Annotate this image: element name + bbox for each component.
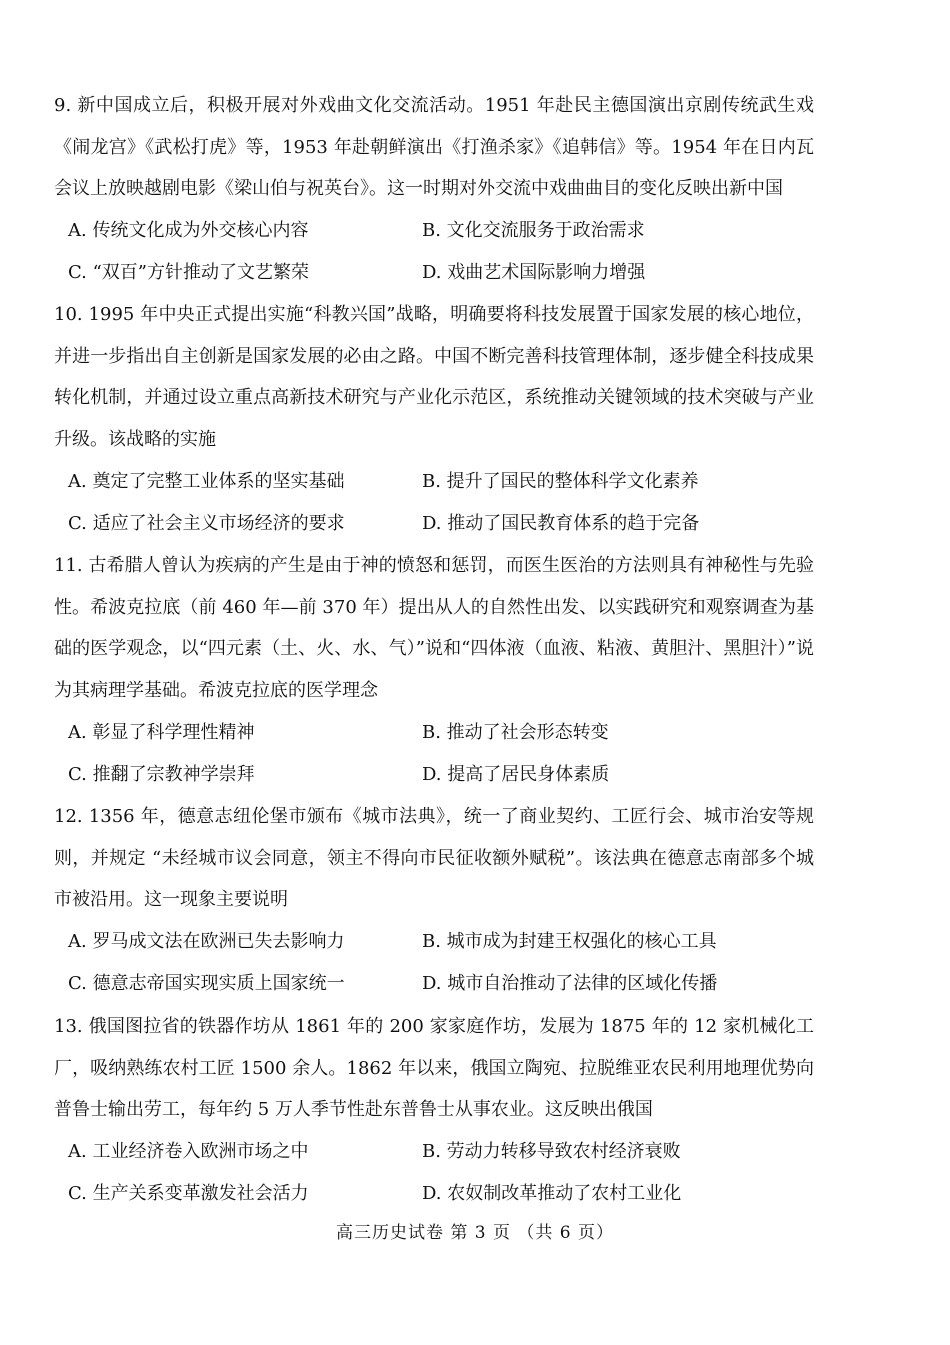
- option-a[interactable]: A. 彰显了科学理性精神: [68, 721, 255, 743]
- option-b[interactable]: B. 城市成为封建王权强化的核心工具: [422, 931, 717, 953]
- option-b[interactable]: B. 文化交流服务于政治需求: [422, 220, 645, 242]
- question-11: [54, 545, 814, 795]
- question-stem: 9. 新中国成立后，积极开展对外戏曲文化交流活动。1951 年赴民主德国演出京剧传统武生戏《闹龙宫》《武松打虎》等，1953 年赴朝鲜演出《打渔杀家》《追韩信》等。1954 年在日内瓦会议上放映越剧电影《梁山伯与祝英台》。这一时期对外交流中戏曲曲目的变化反映出新中国: [54, 95, 814, 200]
- option-d[interactable]: D. 农奴制改革推动了农村工业化: [422, 1182, 682, 1204]
- option-d[interactable]: D. 推动了国民教育体系的趋于完备: [422, 512, 700, 534]
- option-a[interactable]: A. 罗马成文法在欧洲已失去影响力: [68, 931, 345, 953]
- page-footer: 高三历史试卷 第 3 页 （共 6 页）: [335, 1223, 615, 1243]
- question-stem: 11. 古希腊人曾认为疾病的产生是由于神的愤怒和惩罚，而医生医治的方法则具有神秘性与先验性。希波克拉底（前 460 年—前 370 年）提出从人的自然性出发、以实践研究和观察调查为基础的医学观念，以“四元素（土、火、水、气）”说和“四体液（血液、粘液、黄胆汁、黑胆汁）”说为其病理学基础。希波克拉底的医学理念: [54, 555, 814, 702]
- question-12: [54, 796, 814, 1004]
- question-13: [54, 1006, 814, 1214]
- question-stem: 12. 1356 年，德意志纽伦堡市颁布《城市法典》，统一了商业契约、工匠行会、城市治安等规则，并规定 “未经城市议会同意，领主不得向市民征收额外赋税”。该法典在德意志南部多个城市被沿用。这一现象主要说明: [54, 806, 814, 911]
- option-c[interactable]: C. “双百”方针推动了文艺繁荣: [68, 261, 309, 283]
- option-b[interactable]: B. 推动了社会形态转变: [422, 721, 609, 743]
- option-c[interactable]: C. 德意志帝国实现实质上国家统一: [68, 972, 345, 994]
- option-c[interactable]: C. 推翻了宗教神学崇拜: [68, 763, 255, 785]
- question-stem: 13. 俄国图拉省的铁器作坊从 1861 年的 200 家家庭作坊，发展为 1875 年的 12 家机械化工厂，吸纳熟练农村工匠 1500 余人。1862 年以来，俄国立陶宛、拉脱维亚农民利用地理优势向普鲁士输出劳工，每年约 5 万人季节性赴东普鲁士从事农业。这反映出俄国: [54, 1016, 814, 1121]
- option-b[interactable]: B. 提升了国民的整体科学文化素养: [422, 470, 699, 492]
- option-d[interactable]: D. 戏曲艺术国际影响力增强: [422, 261, 646, 283]
- option-c[interactable]: C. 适应了社会主义市场经济的要求: [68, 512, 345, 534]
- options-block: [54, 712, 814, 795]
- option-a[interactable]: A. 工业经济卷入欧洲市场之中: [68, 1141, 309, 1163]
- option-c[interactable]: C. 生产关系变革激发社会活力: [68, 1182, 309, 1204]
- question-10: [54, 294, 814, 544]
- options-block: [54, 1131, 814, 1214]
- option-a[interactable]: A. 奠定了完整工业体系的坚实基础: [68, 470, 345, 492]
- option-d[interactable]: D. 提高了居民身体素质: [422, 763, 610, 785]
- options-block: [54, 461, 814, 544]
- option-d[interactable]: D. 城市自治推动了法律的区域化传播: [422, 972, 718, 994]
- options-block: [54, 210, 814, 293]
- question-stem: 10. 1995 年中央正式提出实施“科教兴国”战略，明确要将科技发展置于国家发展的核心地位，并进一步指出自主创新是国家发展的必由之路。中国不断完善科技管理体制，逐步健全科技成果转化机制，并通过设立重点高新技术研究与产业化示范区，系统推动关键领域的技术突破与产业升级。该战略的实施: [54, 304, 814, 451]
- question-9: [54, 85, 814, 293]
- options-block: [54, 921, 814, 1004]
- option-a[interactable]: A. 传统文化成为外交核心内容: [68, 220, 309, 242]
- option-b[interactable]: B. 劳动力转移导致农村经济衰败: [422, 1141, 681, 1163]
